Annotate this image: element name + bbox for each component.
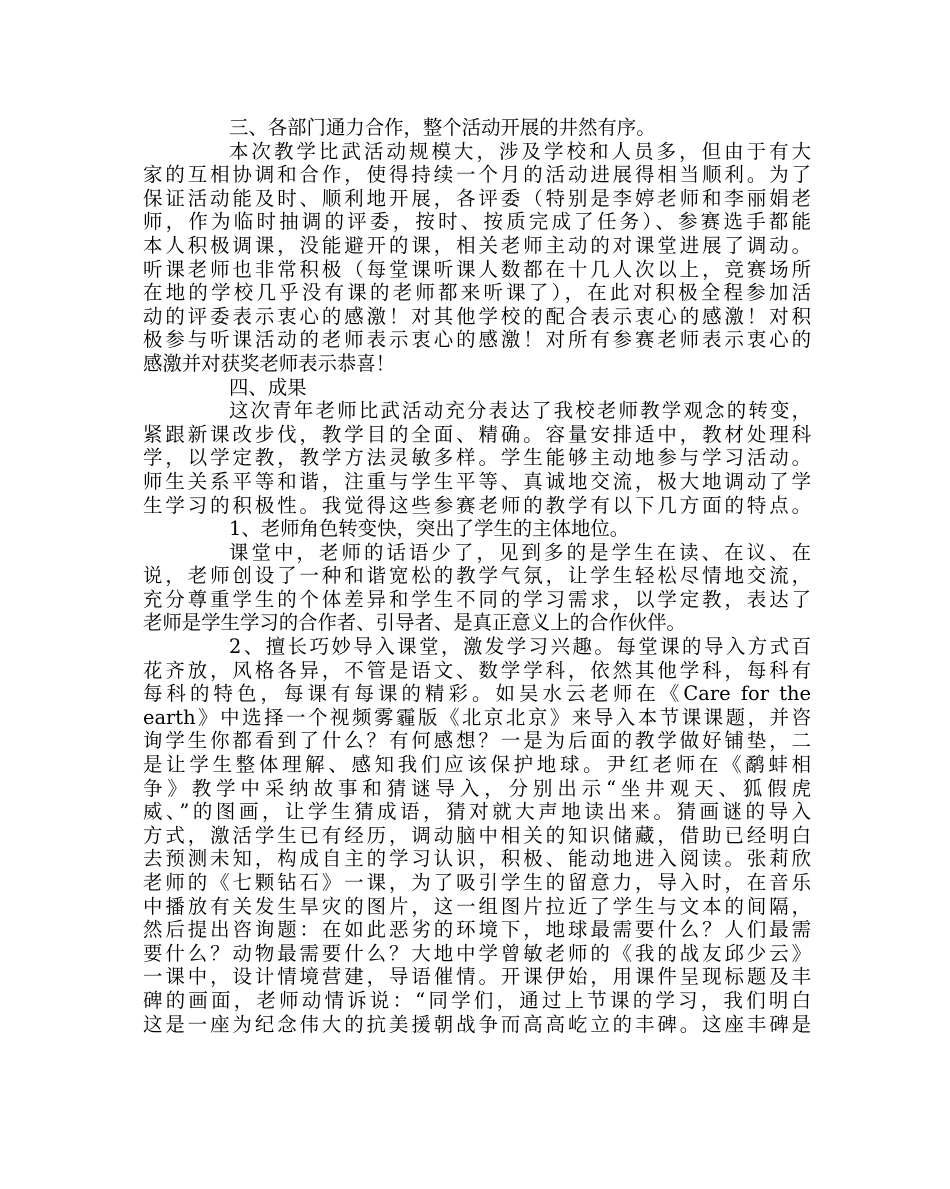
text-line: 这次青年老师比武活动充分表达了我校老师教学观念的转变， <box>229 399 811 423</box>
text-line: 动的评委表示衷心的感激！对其他学校的配合表示衷心的感激！对积 <box>143 304 811 328</box>
text-line: 一课中，设计情境营建，导语催情。开课伊始，用课件呈现标题及丰 <box>143 965 811 989</box>
text-line: 老师的《七颗钻石》一课，为了吸引学生的留意力，导入时，在音乐 <box>143 871 811 894</box>
text-line: 每科的特色，每课有每课的精彩。如吴水云老师在《Care for the <box>143 682 811 706</box>
document-body <box>143 116 811 1036</box>
text-line: 本人积极调课，没能避开的课，相关老师主动的对课堂进展了调动。 <box>143 233 811 257</box>
text-line: 方式，激活学生已有经历，调动脑中相关的知识储藏，借助已经明白 <box>143 823 811 847</box>
text-line: 1、老师角色转变快，突出了学生的主体地位。 <box>229 517 630 541</box>
text-line: 保证活动能及时、顺利地开展，各评委（特别是李婷老师和李丽娟老 <box>143 186 811 210</box>
text-line: 充分尊重学生的个体差异和学生不同的学习需求，以学定教，表达了 <box>143 587 811 611</box>
text-line: 这是一座为纪念伟大的抗美援朝战争而高高屹立的丰碑。这座丰碑是 <box>143 1012 811 1036</box>
text-line: 紧跟新课改步伐，教学目的全面、精确。容量安排适中，教材处理科 <box>143 422 811 446</box>
text-line: 要什么？动物最需要什么？大地中学曾敏老师的《我的战友邱少云》 <box>143 941 811 965</box>
text-line: 师，作为临时抽调的评委，按时、按质完成了任务）、参赛选手都能 <box>143 210 811 234</box>
text-line: 去预测未知，构成自主的学习认识，积极、能动地进入阅读。张莉欣 <box>143 847 811 871</box>
text-line: 家的互相协调和合作，使得持续一个月的活动进展得相当顺利。为了 <box>143 163 811 187</box>
text-line: 询学生你都看到了什么？有何感想？一是为后面的教学做好铺垫，二 <box>143 729 811 753</box>
text-line: 中播放有关发生旱灾的图片，这一组图片拉近了学生与文本的间隔， <box>143 894 811 918</box>
text-line: 争》教学中采纳故事和猜谜导入，分别出示“坐井观天、狐假虎 <box>143 776 811 800</box>
text-line: 说，老师创设了一种和谐宽松的教学气氛，让学生轻松尽情地交流， <box>143 564 811 588</box>
text-line: 课堂中，老师的话语少了，见到多的是学生在读、在议、在 <box>229 540 811 564</box>
text-line: 老师是学生学习的合作者、引导者、是真正意义上的合作伙伴。 <box>143 611 686 635</box>
text-line: 师生关系平等和谐，注重与学生平等、真诚地交流，极大地调动了学 <box>143 469 811 493</box>
text-line: 学，以学定教，教学方法灵敏多样。学生能够主动地参与学习活动。 <box>143 446 811 470</box>
text-line: 2、擅长巧妙导入课堂，激发学习兴趣。每堂课的导入方式百 <box>229 635 811 659</box>
text-line: 花齐放，风格各异，不管是语文、数学学科，依然其他学科，每科有 <box>143 658 811 682</box>
text-line: 三、各部门通力合作，整个活动开展的井然有序。 <box>229 116 656 139</box>
text-line: earth》中选择一个视频雾霾版《北京北京》来导入本节课课题，并咨 <box>143 705 811 729</box>
text-line: 听课老师也非常积极（每堂课听课人数都在十几人次以上，竞赛场所 <box>143 257 811 281</box>
text-line: 碑的画面，老师动情诉说：“同学们，通过上节课的学习，我们明白 <box>143 988 811 1012</box>
text-line: 四、成果 <box>229 375 307 399</box>
text-line: 本次教学比武活动规模大，涉及学校和人员多，但由于有大 <box>229 139 811 163</box>
text-line: 威、”的图画，让学生猜成语，猜对就大声地读出来。猜画谜的导入 <box>143 800 811 824</box>
text-line: 感激并对获奖老师表示恭喜！ <box>143 351 396 375</box>
text-line: 是让学生整体理解、感知我们应该保护地球。尹红老师在《鹬蚌相 <box>143 753 811 777</box>
text-line: 然后提出咨询题：在如此恶劣的环境下，地球最需要什么？人们最需 <box>143 918 811 942</box>
text-line: 生学习的积极性。我觉得这些参赛老师的教学有以下几方面的特点。 <box>143 493 811 517</box>
text-line: 极参与听课活动的老师表示衷心的感激！对所有参赛老师表示衷心的 <box>143 328 811 352</box>
text-line: 在地的学校几乎没有课的老师都来听课了），在此对积极全程参加活 <box>143 281 811 305</box>
